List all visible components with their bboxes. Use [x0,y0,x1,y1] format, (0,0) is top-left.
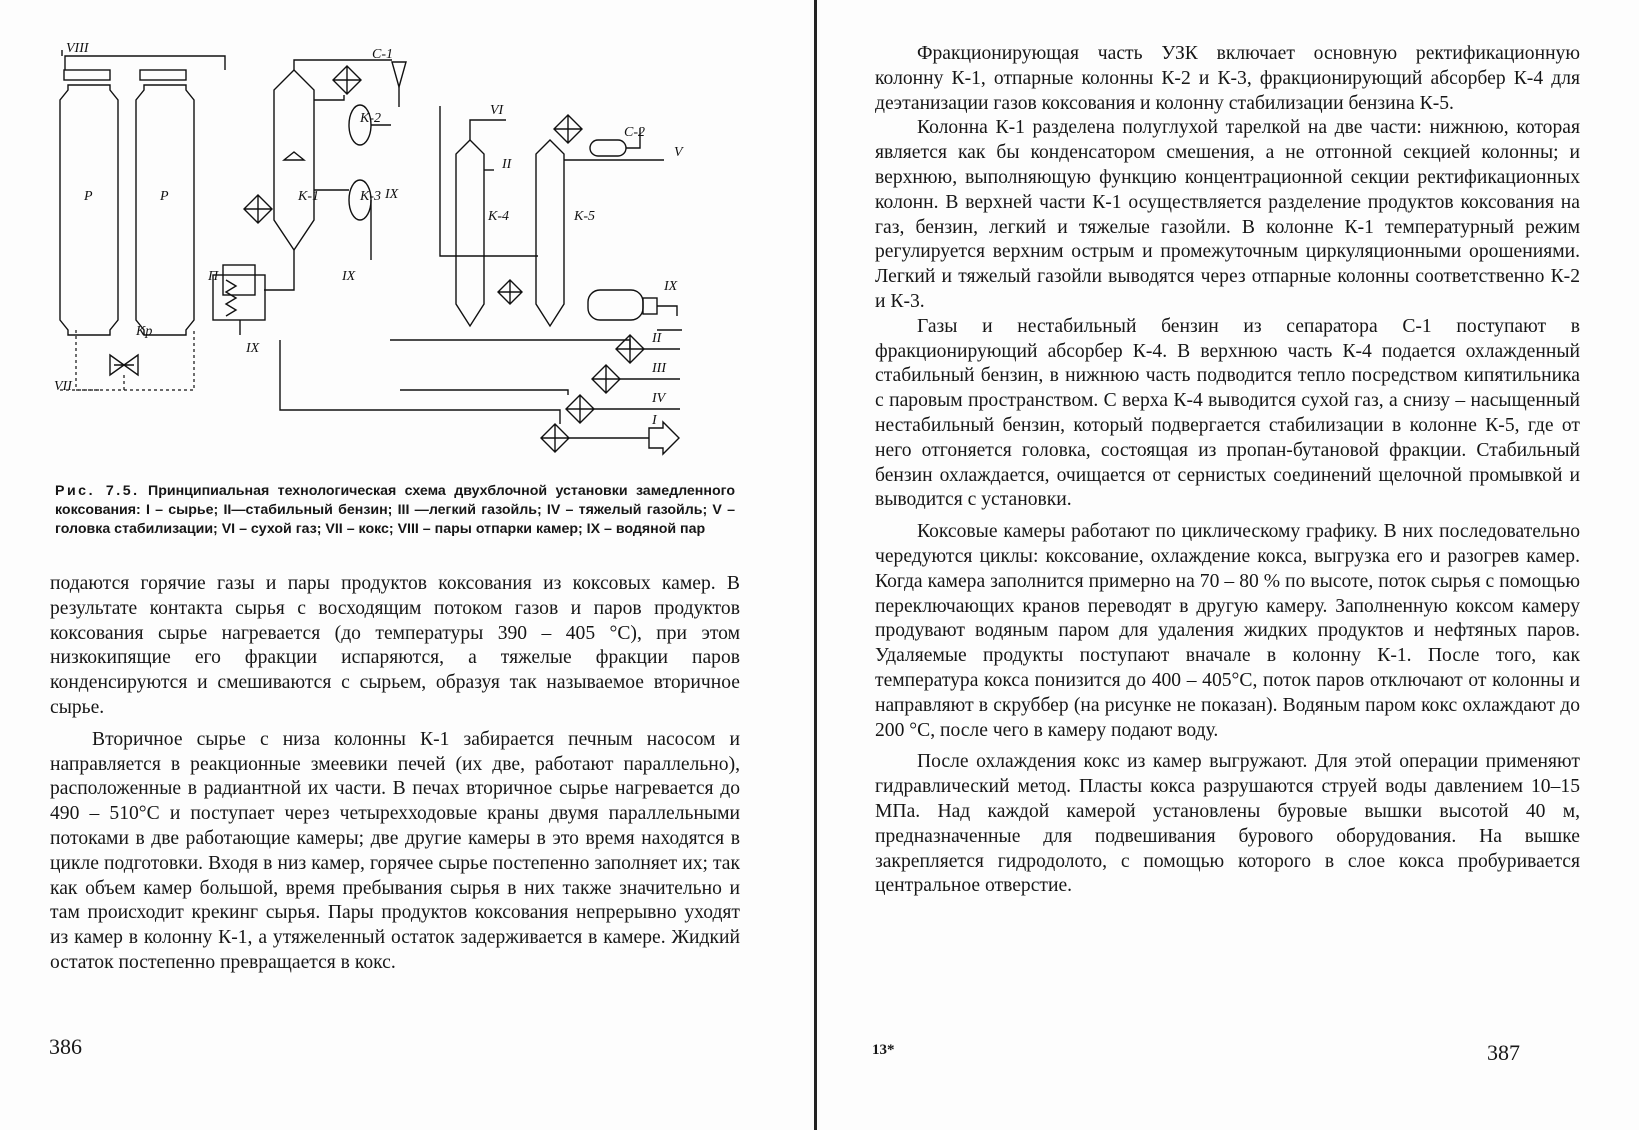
label-ix-reboiler: IX [664,279,678,294]
caption-label: Рис. 7.5. [55,483,140,499]
process-flow-diagram [40,40,740,470]
page-number: 387 [1487,1040,1520,1065]
label-vii: VII [54,379,72,394]
signature-mark: 13* [872,1042,895,1058]
label-iii: III [652,361,666,376]
label-ix-k2: IX [385,187,399,202]
label-k2: K-2 [360,111,381,126]
heat-exchanger-8 [541,424,569,452]
paragraph: Колонна К-1 разделена полуглухой тарелкой на две части: нижнюю, которая является как бы конденсатором смешения, а не отгонной секцией колонны; и верхнюю, выполняющую функцию концентрационной секции ректификационных колонн. В верхней части К-1 осуществляется разделение продуктов коксования на газ, бензин, легкий и тяжелые газойли. В колонне К-1 температурный режим регулируется верхним острым и промежуточным циркуляционными орошениями. Легкий и тяжелый газойли выводятся через отпарные колонны соответственно К-2 и К-3. [875,117,1580,312]
label-kp: Kp [136,324,153,339]
paragraph: Коксовые камеры работают по циклическому графику. В них последовательно чередуются циклы: коксование, охлаждение кокса, выгрузка его и разогрев камер. Когда камера заполнится примерно на 70 – 80 % по высоте, поток сырья с помощью переключающих кранов переводят в другую камеру. Заполненную коксом камеру продувают водяным паром для удаления жидких продуктов и нефтяных паров. Удаляемые продукты поступают вначале в колонну К-1. После того, как температура кокса понизится до 400 – 405°С, поток паров отключают от колонны и направляют в скруббер (на рисунке не показан). Водяным паром кокс охлаждают до 200 °С, после чего в камеру подают воду. [875,521,1580,741]
label-ii-k4: II [502,157,512,172]
heat-exchanger-2 [333,66,361,94]
label-ix-furnace: IX [246,341,260,356]
coke-chamber-1 [60,85,118,335]
left-body-text [50,572,740,976]
label-viii: VIII [66,41,89,56]
label-ix-k3: IX [342,269,356,284]
label-furnace: П [208,269,219,284]
label-k1: K-1 [298,189,319,204]
label-c2: C-2 [624,125,645,140]
label-ii: II [652,331,662,346]
label-p2: P [160,189,169,204]
label-vi: VI [490,103,504,118]
column-k5 [536,140,564,326]
right-body-text [875,42,1580,899]
paragraph: подаются горячие газы и пары продуктов коксования из коксовых камер. В результате контакта сырья с восходящим потоком газов и паров продуктов коксования сырье нагревается (до температуры 390 – 405 °С), при этом низкокипящие его фракции испаряются, а тяжелые фракции паров конденсируются и смешиваются с сырьем, образуя так называемое вторичное сырье. [50,573,740,718]
label-k3: K-3 [360,189,381,204]
page-gutter [814,0,817,1130]
four-way-valve [110,355,138,375]
separator-c2 [590,140,626,156]
heat-exchanger-3 [498,280,522,304]
paragraph: Фракционирующая часть УЗК включает основную ректификационную колонну К-1, отпарные колонны К-2 и К-3, фракционирующий абсорбер К-4 для деэтанизации газов коксования и колонну стабилизации бензина К-5. [875,43,1580,114]
paragraph: Вторичное сырье с низа колонны К-1 забирается печным насосом и направляется в реакционные змеевики печей (их две, работают параллельно), расположенные в радиантной их части. В печах вторичное сырье нагревается до 490 – 510°С и поступает через четырехходовые краны двумя параллельными потоками в две работающие камеры; две другие камеры в это время находятся в цикле подготовки. Входя в низ камер, горячее сырье постепенно заполняет их; так как объем камер большой, время пребывания сырья в них также значительно и там происходит крекинг сырья. Пары продуктов коксования непрерывно уходят из камер в колонну К-1, а утяжеленный остаток задерживается в камере. Жидкий остаток постепенно превращается в кокс. [50,728,740,973]
diagram-svg [40,40,740,470]
caption-text: Принципиальная технологическая схема двухблочной установки замедленного коксования: I – сырье; II—стабильный бензин; III —легкий газойль; IV – тяжелый газойль; V – головка стабилизации; VI – сухой газ; VII – кокс; VIII – пары отпарки камер; IX – водяной пар [55,483,736,537]
label-iv: IV [652,391,666,406]
right-page [820,0,1639,1130]
label-p1: P [84,189,93,204]
page-number: 386 [49,1034,82,1059]
figure-caption [55,482,735,539]
label-v: V [674,145,683,160]
reboiler [588,290,643,320]
heat-exchanger-4 [554,115,582,143]
column-k4 [456,140,484,326]
heat-exchanger-6 [592,365,620,393]
label-k5: K-5 [574,209,595,224]
separator-c1 [392,62,406,87]
paragraph: Газы и нестабильный бензин из сепаратора С-1 поступают в фракционирующий абсорбер К-4. В верхнюю часть К-4 подается охлажденный стабильный бензин, в нижнюю часть подводится тепло посредством кипятильника с паровым пространством. С верха К-4 выводится сухой газ, а снизу – насыщенный нестабильный бензин, который подвергается стабилизации в колонне К-5, где от него отгоняется головка, состоящая из пропан-бутановой фракции. Стабильный бензин охлаждается, очищается от сернистых соединений щелочной промывкой и выводится с установки. [875,315,1580,511]
heat-exchanger-1 [244,195,272,223]
paragraph: После охлаждения кокс из камер выгружают. Для этой операции применяют гидравлический метод. Пласты кокса разрушаются струей воды давлением 10–15 МПа. Над каждой камерой установлены буровые вышки высотой 40 м, предназначенные для подвешивания бурового оборудования. На вышке закрепляется гидродолото, с помощью которого в слое кокса пробуривается центральное отверстие. [875,751,1580,897]
label-i: I [652,413,657,428]
label-c1: C-1 [372,47,393,62]
furnace [213,275,265,320]
label-k4: K-4 [488,209,509,224]
left-page [0,0,815,1130]
coke-chamber-2 [136,85,194,335]
heat-exchanger-7 [566,395,594,423]
